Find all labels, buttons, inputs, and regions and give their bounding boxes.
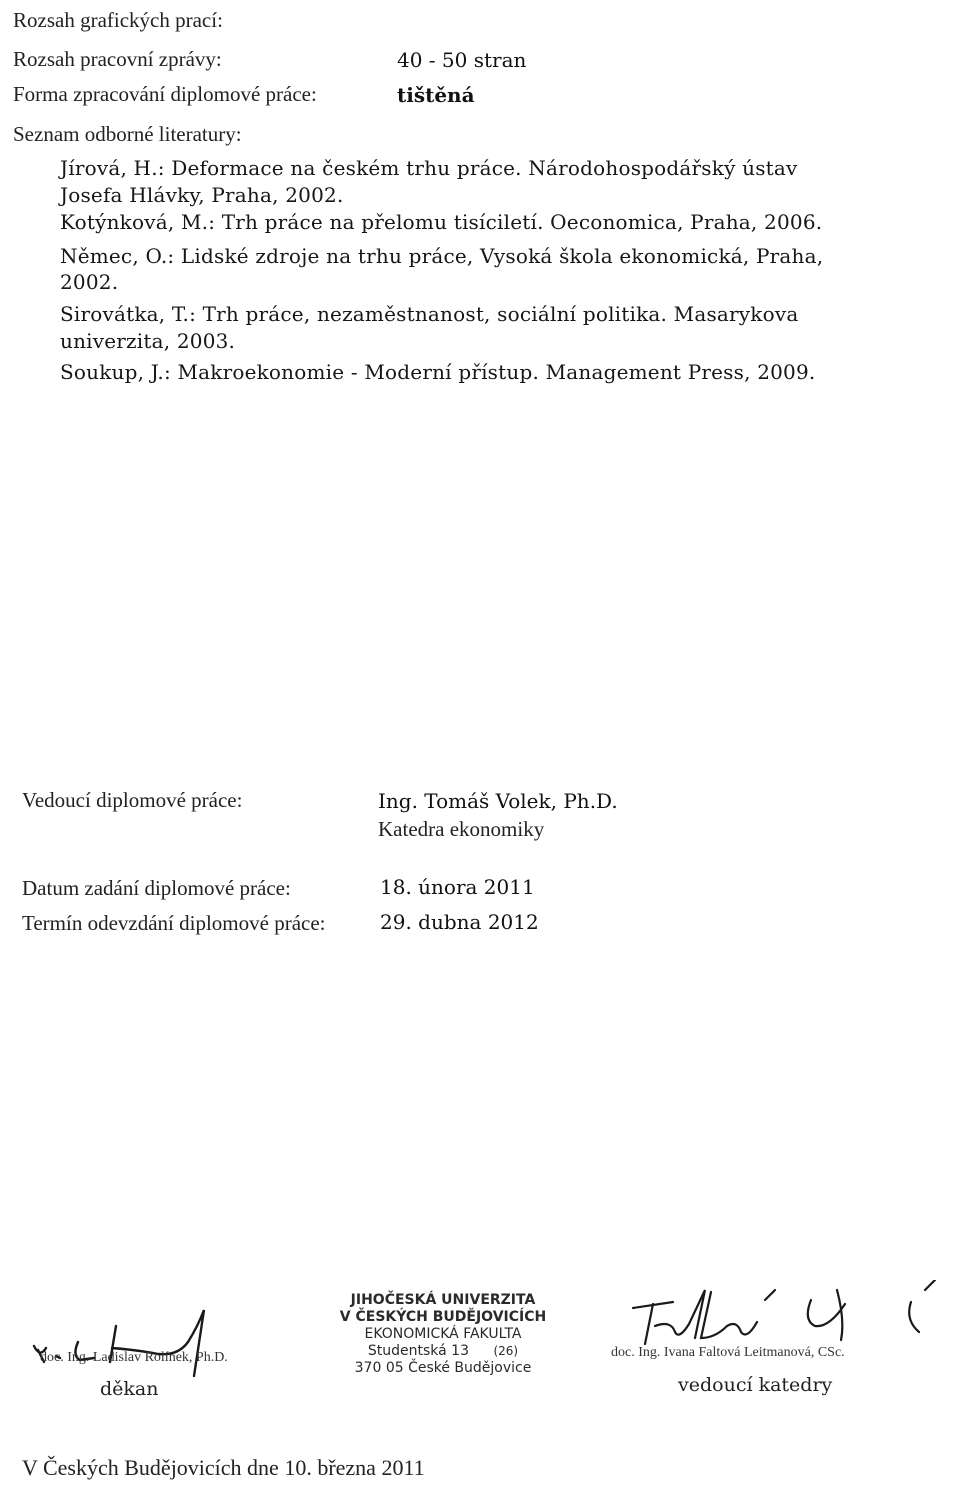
assigned-date-label: Datum zadání diplomové práce: [22, 876, 291, 900]
graphics-scope-label: Rozsah grafických prací: [13, 8, 223, 32]
stamp-line: V ČESKÝCH BUDĚJOVICÍCH [339, 1309, 547, 1325]
supervisor-name: Ing. Tomáš Volek, Ph.D. [378, 789, 618, 813]
literature-line: Jírová, H.: Deformace na českém trhu práce. Národohospodářský ústav [60, 156, 798, 180]
stamp-line [318, 1343, 568, 1360]
dean-name: doc. Ing. Ladislav Rolínek, Ph.D. [40, 1350, 228, 1365]
stamp-code: (26) [493, 1344, 519, 1358]
place-date: V Českých Budějovicích dne 10. března 2011 [22, 1455, 425, 1480]
literature-line: Soukup, J.: Makroekonomie - Moderní přístup. Management Press, 2009. [60, 360, 816, 384]
literature-line: univerzita, 2003. [60, 329, 236, 353]
deadline-label: Termín odevzdání diplomové práce: [22, 911, 326, 935]
form-label: Forma zpracování diplomové práce: [13, 82, 317, 106]
literature-line: Sirovátka, T.: Trh práce, nezaměstnanost, sociální politika. Masarykova [60, 302, 799, 326]
literature-heading: Seznam odborné literatury: [13, 122, 242, 146]
faculty-stamp [318, 1292, 568, 1402]
report-scope-label: Rozsah pracovní zprávy: [13, 47, 222, 71]
head-title: vedoucí katedry [678, 1374, 833, 1396]
literature-line: Kotýnková, M.: Trh práce na přelomu tisíciletí. Oeconomica, Praha, 2006. [60, 210, 823, 234]
literature-line: Němec, O.: Lidské zdroje na trhu práce, Vysoká škola ekonomická, Praha, [60, 244, 824, 268]
report-scope-value: 40 - 50 stran [397, 48, 527, 72]
literature-line: Josefa Hlávky, Praha, 2002. [60, 183, 344, 207]
form-value: tištěná [397, 83, 475, 107]
literature-line: 2002. [60, 270, 119, 294]
stamp-line: JIHOČESKÁ UNIVERZITA [350, 1292, 536, 1308]
dean-signature [28, 1300, 228, 1380]
head-name: doc. Ing. Ivana Faltová Leitmanová, CSc. [611, 1345, 845, 1360]
stamp-street: Studentská 13 [367, 1343, 470, 1359]
supervisor-label: Vedoucí diplomové práce: [22, 788, 243, 812]
stamp-line: EKONOMICKÁ FAKULTA [364, 1326, 522, 1342]
assigned-date-value: 18. února 2011 [380, 875, 535, 899]
supervisor-department: Katedra ekonomiky [378, 817, 545, 841]
deadline-value: 29. dubna 2012 [380, 910, 539, 934]
dean-title: děkan [100, 1378, 159, 1400]
stamp-line: 370 05 České Budějovice [354, 1360, 532, 1376]
